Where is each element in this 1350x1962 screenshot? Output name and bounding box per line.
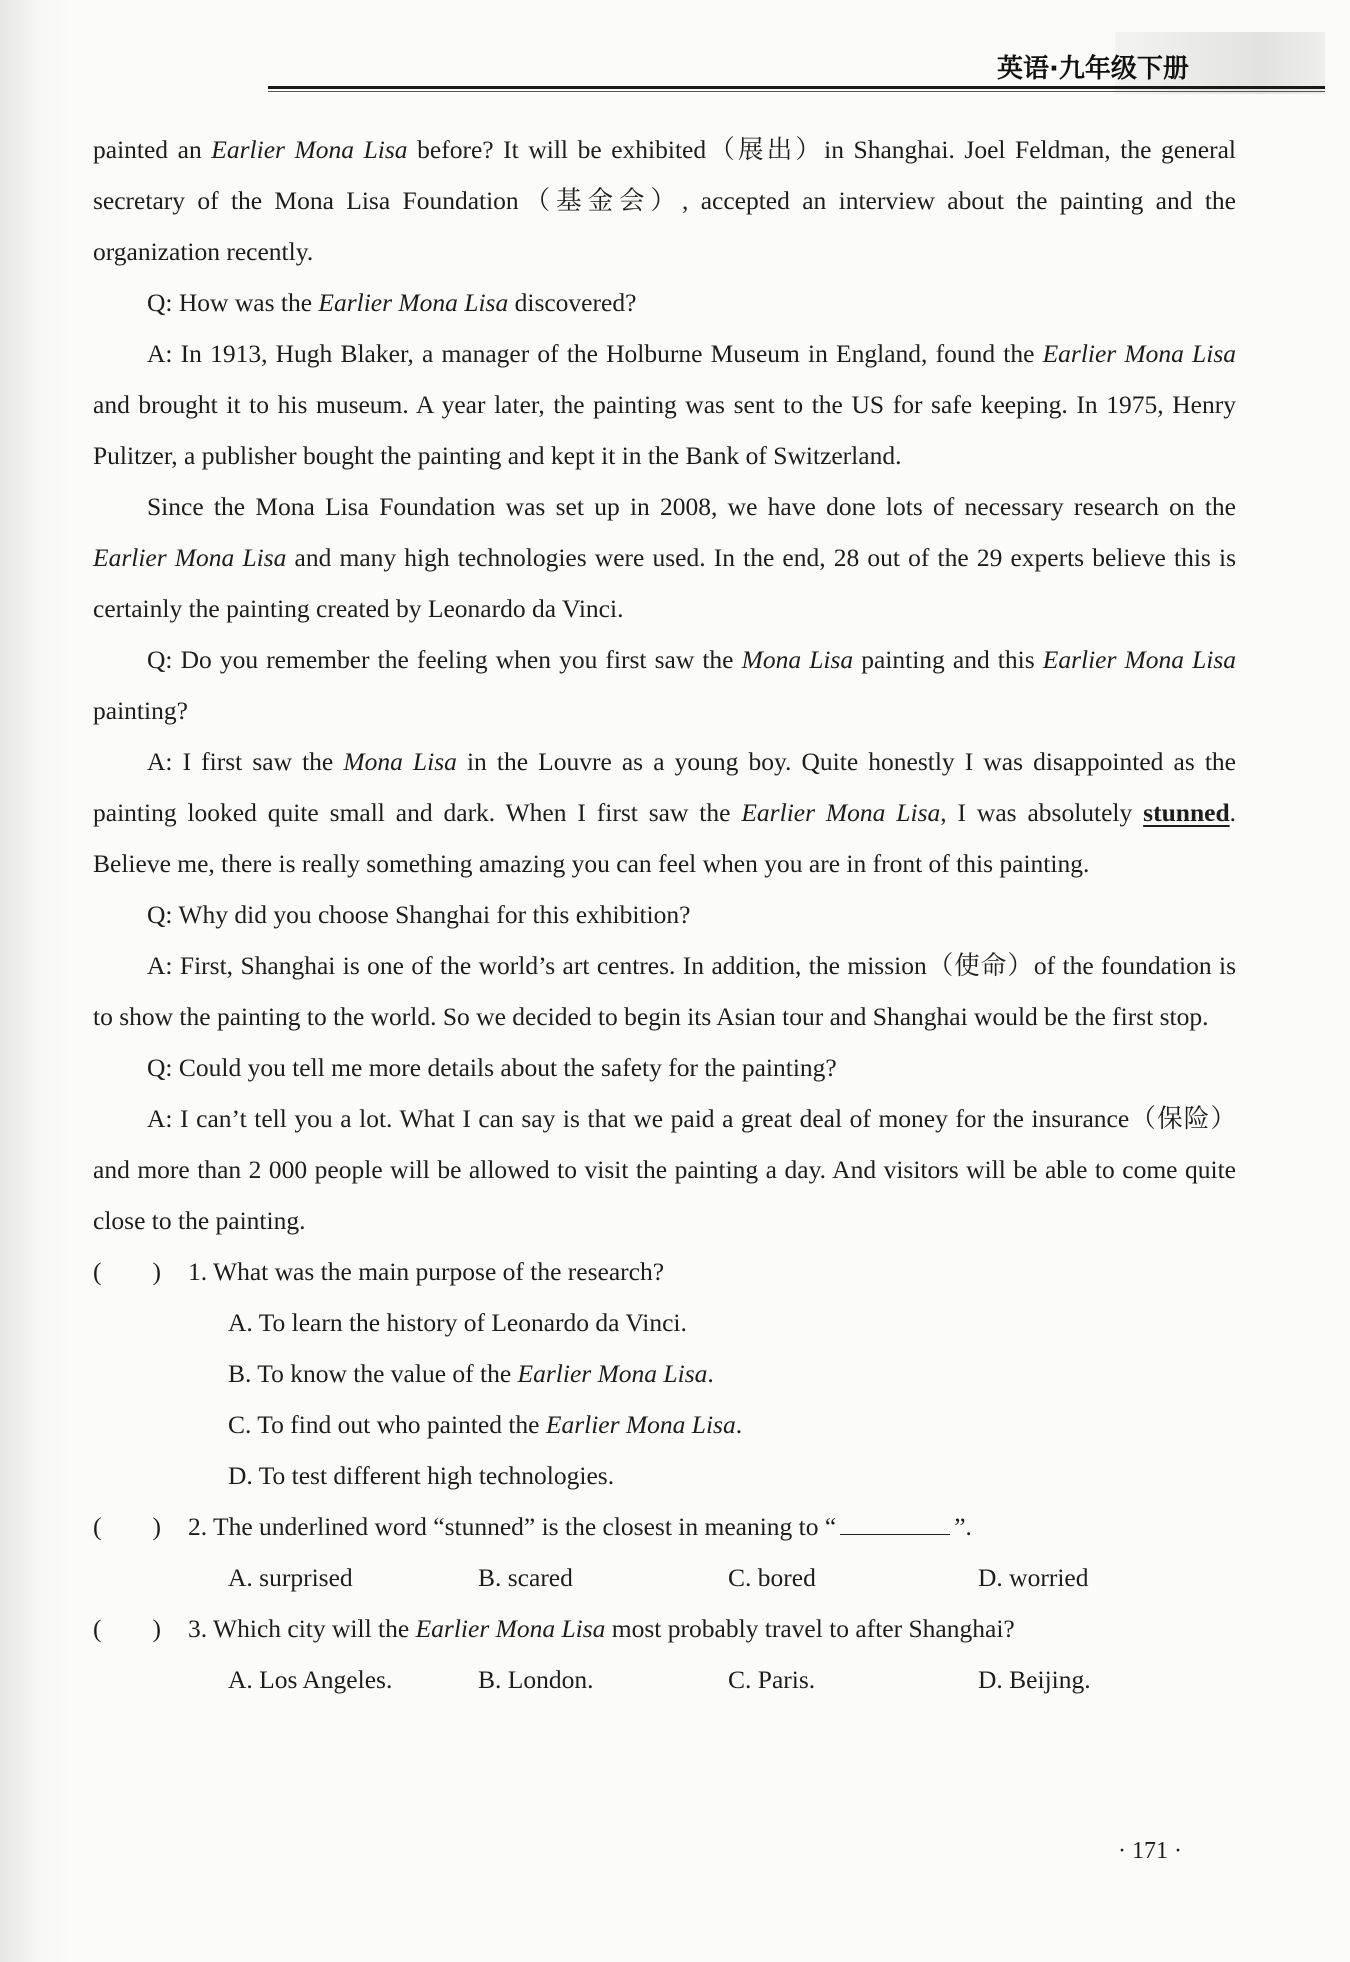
option-d[interactable]: D. Beijing.: [978, 1665, 1091, 1694]
underlined-word: stunned: [1143, 798, 1230, 827]
option-c[interactable]: C. bored: [728, 1563, 816, 1592]
italic-title: Mona Lisa: [343, 747, 457, 776]
answer-line-1: [93, 328, 1236, 481]
text: A: In 1913, Hugh Blaker, a manager of the Holburne Museum in England, found the: [147, 339, 1043, 368]
italic-title: Earlier Mona Lisa: [93, 543, 287, 572]
option-b[interactable]: [93, 1348, 1236, 1399]
answer-line-2: [93, 736, 1236, 889]
text: and many high technologies were used. In the end, 28 out of the 29 experts believe this is certainly the painting created by Leonardo da Vinci.: [93, 543, 1237, 623]
question-line-1: [93, 277, 1236, 328]
options-row-2: [93, 1552, 1236, 1603]
text: in the Louvre as a young boy. Quite honestly I was disappointed as the painting looked quite small and dark. When I first saw the: [93, 747, 1236, 827]
italic-title: Earlier Mona Lisa: [517, 1359, 708, 1388]
answer-bracket[interactable]: ( ): [93, 1614, 161, 1643]
text: , I was absolutely: [940, 798, 1144, 827]
text: A: I first saw the: [147, 747, 344, 776]
fill-blank: [840, 1510, 950, 1535]
text: discovered?: [508, 288, 637, 317]
question-line-3: Q: Why did you choose Shanghai for this exhibition?: [147, 900, 691, 929]
text: Q: Do you remember the feeling when you first saw the: [147, 645, 742, 674]
option-c[interactable]: C. Paris.: [728, 1665, 816, 1694]
italic-title: Earlier Mona Lisa: [1042, 645, 1237, 674]
text: .: [735, 1410, 743, 1439]
option-b[interactable]: B. scared: [478, 1563, 573, 1592]
passage-body: [93, 124, 1236, 1705]
text: C. To find out who painted the: [228, 1410, 546, 1439]
italic-title: Earlier Mona Lisa: [318, 288, 509, 317]
option-a[interactable]: A. Los Angeles.: [228, 1665, 393, 1694]
option-b[interactable]: B. London.: [478, 1665, 594, 1694]
italic-title: Earlier Mona Lisa: [741, 798, 941, 827]
text: . Believe me, there is really something amazing you can feel when you are in front of this painting.: [93, 798, 1237, 878]
italic-title: Earlier Mona Lisa: [211, 135, 408, 164]
text: .: [707, 1359, 714, 1388]
paragraph-research: [93, 481, 1236, 634]
option-a[interactable]: A. To learn the history of Leonardo da Vinci.: [228, 1308, 687, 1337]
option-d[interactable]: D. To test different high technologies.: [228, 1461, 615, 1490]
answer-bracket[interactable]: ( ): [93, 1512, 161, 1541]
text: 3. Which city will the: [188, 1614, 416, 1643]
answer-line-4: A: I can’t tell you a lot. What I can say is that we paid a great deal of money for the insurance（保险）and more than 2 000 people will be allowed to visit the painting a day. And visitors will be able to come quite close to the painting.: [93, 1104, 1236, 1235]
text: B. To know the value of the: [228, 1359, 518, 1388]
option-d[interactable]: D. worried: [978, 1563, 1089, 1592]
header-rule: [268, 86, 1325, 89]
mc-question-3: [93, 1603, 1236, 1654]
option-a[interactable]: A. surprised: [228, 1563, 353, 1592]
mc-question-2: [93, 1501, 1236, 1552]
italic-title: Earlier Mona Lisa: [1042, 339, 1236, 368]
question-stem: 1. What was the main purpose of the research?: [188, 1257, 665, 1286]
mc-question-1: [93, 1246, 1236, 1297]
question-stem: [188, 1501, 972, 1552]
answer-bracket[interactable]: ( ): [93, 1257, 161, 1286]
question-line-4: Q: Could you tell me more details about the safety for the painting?: [147, 1053, 837, 1082]
paragraph-intro: [93, 124, 1236, 277]
italic-title: Earlier Mona Lisa: [545, 1410, 736, 1439]
book-title: 英语·九年级下册: [997, 54, 1189, 84]
text: and brought it to his museum. A year later, the painting was sent to the US for safe keeping. In 1975, Henry Pulitzer, a publisher bought the painting and kept it in the Bank of Switzerland.: [93, 390, 1236, 470]
text: Since the Mona Lisa Foundation was set up in 2008, we have done lots of necessary research on the: [147, 492, 1236, 521]
text: before? It will be exhibited（展出）in Shanghai. Joel Feldman, the general secretary of the Mona Lisa Foundation（基金会）, accepted an interview about the painting and the organization recently.: [93, 135, 1237, 266]
text: Q: How was the: [147, 288, 319, 317]
text: painting and this: [853, 645, 1043, 674]
text: ”.: [954, 1512, 972, 1541]
options-row-3: [93, 1654, 1236, 1705]
italic-title: Mona Lisa: [741, 645, 854, 674]
option-c[interactable]: [93, 1399, 1236, 1450]
question-line-2: [93, 634, 1236, 736]
page-number: · 171 ·: [1118, 1838, 1182, 1864]
page-edge-shadow: [0, 0, 70, 1962]
header-rule-thin: [268, 91, 1325, 92]
text: painting?: [93, 696, 188, 725]
italic-title: Earlier Mona Lisa: [415, 1614, 606, 1643]
text: most probably travel to after Shanghai?: [605, 1614, 1015, 1643]
text: painted an: [93, 135, 212, 164]
answer-line-3: A: First, Shanghai is one of the world’s art centres. In addition, the mission（使命）of the foundation is to show the painting to the world. So we decided to begin its Asian tour and Shanghai would be the first stop.: [93, 951, 1236, 1031]
question-stem: [188, 1603, 1015, 1654]
text: 2. The underlined word “stunned” is the closest in meaning to “: [188, 1512, 837, 1541]
